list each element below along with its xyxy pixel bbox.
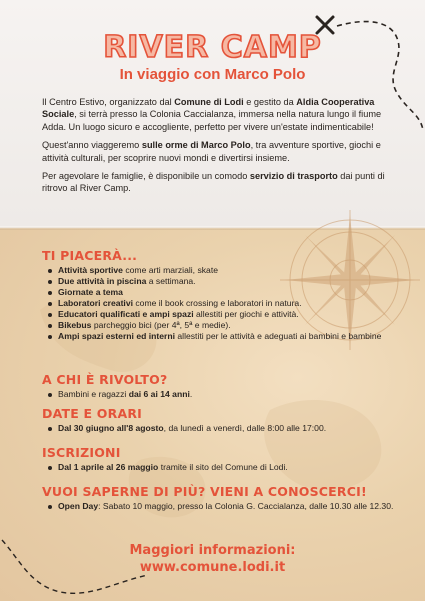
text-run: come arti marziali, skate [122,265,218,275]
text-run: Per agevolare le famiglie, è disponibile un comodo [42,171,250,182]
section-conoscerci [42,484,402,512]
bold-text: servizio di trasporto [249,171,338,182]
list-item [42,276,402,287]
list-item [42,462,402,473]
intro-paragraph [42,96,392,133]
section-heading: ISCRIZIONI [42,445,121,460]
registration-list [42,462,402,473]
text-run: , tra avventure sportive, giochi e attività culturali, per scoprire nuovi mondi e divertirsi insieme. [42,140,381,163]
audience-list [42,389,402,400]
text-run: tramite il sito del Comune di Lodi. [158,462,288,472]
bold-text: Attività sportive [58,265,123,275]
text-run: , si terrà presso la Colonia Caccialanza, immersa nella natura lungo il fiume Adda. Un luogo sicuro e accogliente, perfetto per vivere un'estate indimenticabile! [42,109,382,132]
text-run: allestiti per le attività e adeguati ai bambini e bambine [175,331,382,341]
bold-text: Dal 1 aprile al 26 maggio [58,462,159,472]
text-run: e gestito da [243,97,297,107]
bold-text: Comune di Lodi [174,97,244,107]
text-run: , da lunedì a venerdì, dalle 8:00 alle 17:00. [163,423,327,433]
bold-text: Laboratori creativi [58,298,133,308]
page-title: RIVER CAMP [103,30,322,65]
bold-text: Open Day [58,501,99,511]
bold-text: Giornate a tema [58,287,123,297]
section-date [42,406,402,434]
text-run: Il Centro Estivo, organizzato dal [42,97,175,107]
list-item [42,331,402,342]
list-item [42,389,402,400]
bold-text: Dal 30 giugno all'8 agosto [58,423,164,433]
text-run: . [189,389,193,399]
text-run: Bambini e ragazzi [58,389,129,399]
text-run: a settimana. [146,276,196,286]
intro-paragraph [42,139,392,164]
list-item [42,298,402,309]
more-info [0,542,425,576]
text-run: : Sabato 10 maggio, presso la Colonia G. Caccialanza, dalle 10.30 alle 12.30. [98,501,394,511]
bold-text: Ampi spazi esterni ed interni [58,331,175,341]
text-run: come il book crossing e laboratori in natura. [132,298,302,308]
openday-list [42,501,402,512]
intro-text [42,96,392,201]
bold-text: Aldia Cooperativa Sociale [42,97,375,120]
feature-list [42,265,402,342]
section-heading: TI PIACERÀ... [42,248,138,263]
intro-paragraph [42,170,392,195]
more-info-label: Maggiori informazioni: [129,543,296,558]
bold-text: Educatori qualificati e ampi spazi [58,309,194,319]
text-run: dai punti di ritrovo al River Camp. [42,171,385,194]
website-link[interactable]: www.comune.lodi.it [139,560,286,575]
section-heading: VUOI SAPERNE DI PIÙ? VIENI A CONOSCERCI! [42,484,367,499]
section-rivolto [42,372,402,400]
list-item [42,501,402,512]
list-item [42,265,402,276]
text-run: allestiti per giochi e attività. [193,309,299,319]
list-item [42,320,402,331]
bold-text: sulle orme di Marco Polo [141,140,251,151]
text-run: parcheggio bici (per 4ª, 5ª e medie). [91,320,231,330]
bold-text: Bikebus [58,320,92,330]
bold-text: Due attività in piscina [58,276,147,286]
list-item [42,287,402,298]
section-piacera [42,248,402,342]
bold-text: dai 6 ai 14 anni [128,389,190,399]
text-run: Quest'anno viaggeremo [42,140,142,151]
section-iscrizioni [42,445,402,473]
list-item [42,309,402,320]
section-heading: DATE E ORARI [42,406,142,421]
page-subtitle: In viaggio con Marco Polo [119,66,306,83]
section-heading: A CHI È RIVOLTO? [42,372,168,387]
list-item [42,423,402,434]
dates-list [42,423,402,434]
